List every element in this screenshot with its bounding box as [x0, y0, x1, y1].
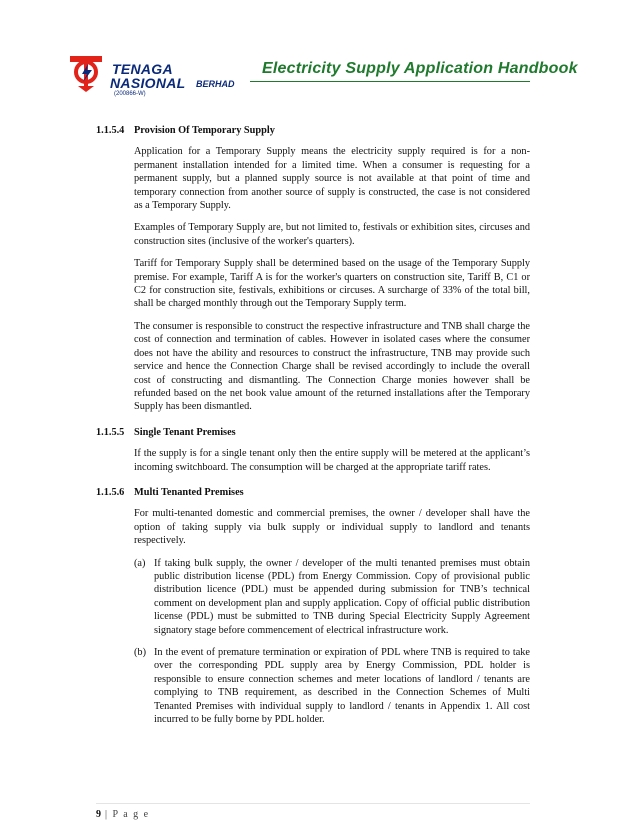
section-heading [96, 124, 530, 137]
list-item-label: (b) [134, 647, 147, 658]
section-temporary-supply [96, 124, 530, 414]
document-body [96, 124, 530, 738]
list-item [134, 557, 530, 637]
section-title: Single Tenant Premises [134, 426, 236, 438]
paragraph: If the supply is for a single tenant only then the entire supply will be metered at the applicant’s incoming switchboard. The consumption will be charged at the appropriate tariff rates. [134, 448, 530, 473]
footer-separator: | [101, 809, 113, 820]
section-single-tenant [96, 426, 530, 474]
section-heading [96, 426, 530, 439]
paragraph: Application for a Temporary Supply means the electricity supply required is for a non-permanent installation intended for a limited time. When a consumer is requesting for a permanent supply, but a planned supply source is not available at that point of time and temporary connection from another source of supply is constructed, the case is not considered as a Temporary Supply. [134, 146, 530, 212]
page-number: 9 [96, 809, 101, 820]
paragraph: Tariff for Temporary Supply shall be determined based on the usage of the Temporary Supply premise. For example, Tariff A is for the worker's quarters on construction site, Tariff B, C1 or C2 for construction site, festivals, exhibitions or circuses. A surcharge of 33% of the total bill, shall be charged monthly through out the Temporary Supply term. [134, 258, 530, 310]
list-item-text: If taking bulk supply, the owner / developer of the multi tenanted premises must obtain public distribution license (PDL) from Energy Commission. Copy of provisional public distribution licence (PDL) must be appended during submission for TNB’s technical comment on development plan and supply application. Copy of official public distribution license (PDL) must be submitted to TNB during Special Electricity Supply Agreement signatory stage before commencement of electrical infrastructure work. [154, 557, 530, 636]
section-number: 1.1.5.4 [96, 125, 125, 136]
section-multi-tenanted [96, 486, 530, 727]
logo-line2b: BERHAD [196, 79, 235, 89]
section-title: Provision Of Temporary Supply [134, 125, 275, 136]
section-number: 1.1.5.5 [96, 426, 125, 438]
logo-line1: TENAGA [112, 61, 173, 77]
paragraph: For multi-tenanted domestic and commercial premises, the owner / developer shall have the option of taking supply via bulk supply or individual supply to landlord and tenants respectively. [134, 508, 530, 547]
list-item-label: (a) [134, 557, 146, 569]
logo-reg-number: (200866-W) [114, 91, 146, 97]
section-number: 1.1.5.6 [96, 486, 125, 498]
tnb-logo [64, 48, 274, 108]
list-item-text: In the event of premature termination or expiration of PDL where TNB is required to take over the corresponding PDL supply area by Energy Commission, PDL holder is responsible to ensure connection schemes and meter locations of landlord / tenants are complying to TNB requirement, as described in the Connection Schemes of Multi Tenanted Premises with individual supply to landlord / tenants in Appendix 1. All cost incurred to be fully borne by PDL holder. [154, 647, 530, 726]
paragraph: The consumer is responsible to construct the respective infrastructure and TNB shall charge the cost of connection and termination of cables. However in isolated cases where the consumer does not have the ability and resources to construct the infrastructure, TNB may provide such service and hence the Connection Charge shall be revised accordingly to include the overall cost of constructing and dismantling. The Connection Charge monies however shall be refunded based on the net book value amount of the returned installations after the Temporary Supply has been dismantled. [134, 320, 530, 413]
section-heading [96, 486, 530, 499]
page-word: P a g e [112, 809, 150, 820]
list-item [134, 646, 530, 726]
page-footer [96, 809, 150, 820]
section-title: Multi Tenanted Premises [134, 486, 244, 498]
tnb-logo-icon [64, 48, 108, 92]
footer-divider [96, 803, 530, 804]
logo-line2: NASIONAL [110, 75, 186, 91]
header-divider [250, 81, 530, 82]
handbook-title: Electricity Supply Application Handbook [262, 60, 578, 77]
paragraph: Examples of Temporary Supply are, but not limited to, festivals or exhibition sites, circuses and construction sites (inclusive of the worker's quarters). [134, 222, 530, 247]
